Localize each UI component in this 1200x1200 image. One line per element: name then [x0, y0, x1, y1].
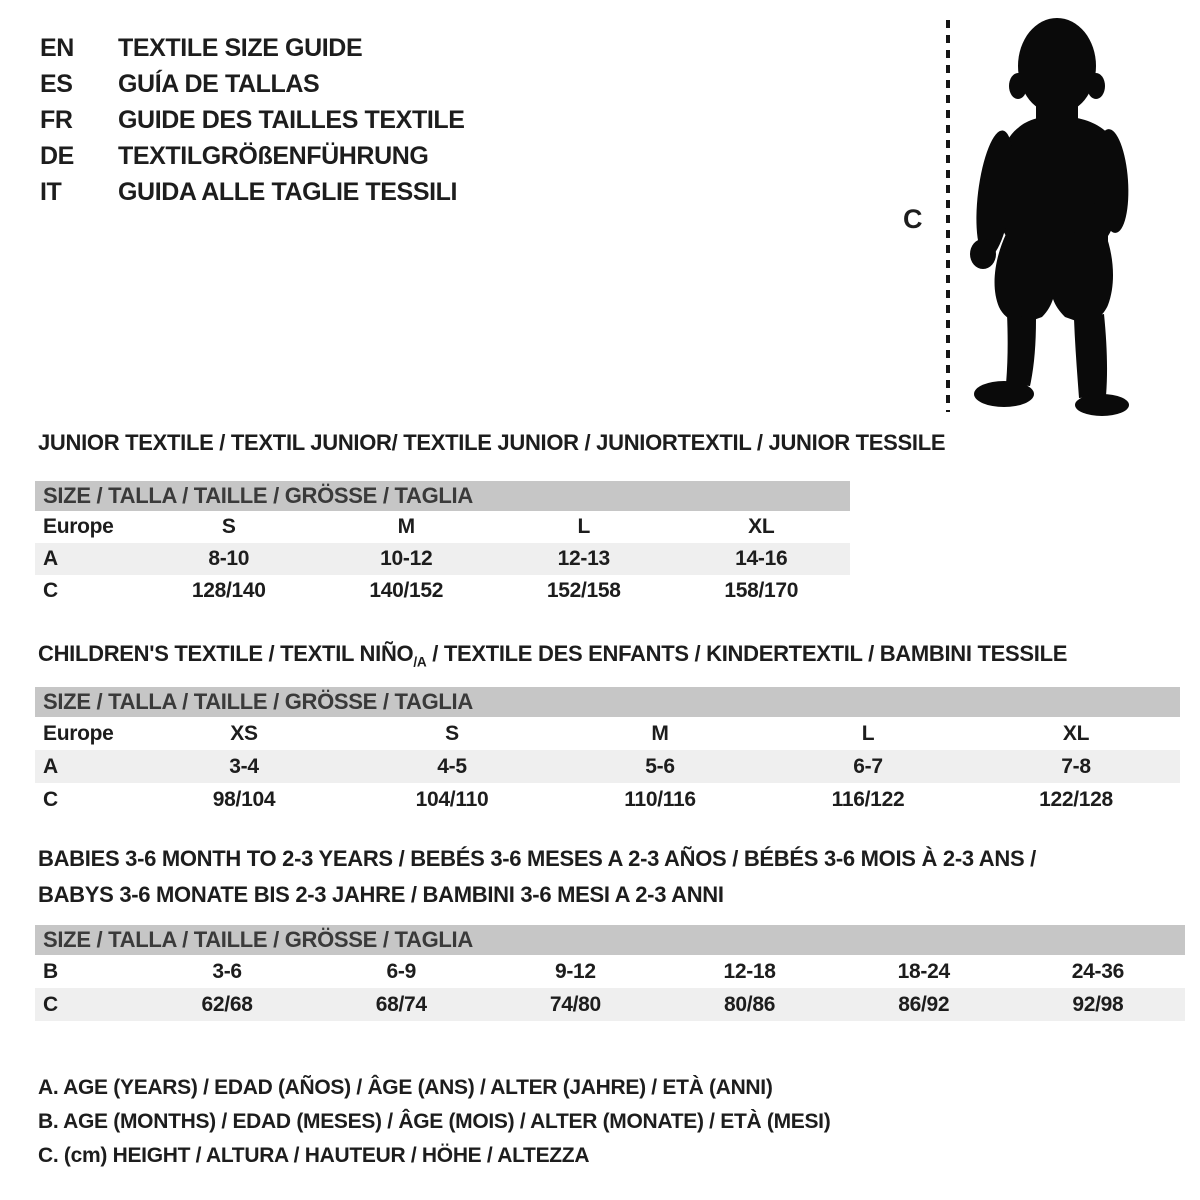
lang-title: GUÍA DE TALLAS [118, 69, 320, 98]
children-title-subscript: /A [413, 654, 427, 670]
babies-size-table [35, 925, 1185, 1021]
lang-row-fr [40, 102, 465, 138]
table-row-height [35, 783, 1180, 816]
row-label: A [43, 754, 58, 778]
value-cell: 98/104 [212, 787, 276, 811]
children-section-title [38, 641, 1067, 669]
value-cell: 8-10 [208, 547, 250, 570]
height-measure-dashed-line [946, 20, 950, 412]
children-size-table [35, 687, 1180, 816]
table-row-height [35, 988, 1185, 1021]
size-cell: XS [230, 721, 258, 745]
value-cell: 12-18 [723, 959, 776, 983]
size-cell: XL [1062, 721, 1090, 745]
value-cell: 10-12 [380, 547, 433, 570]
babies-section-title-line2: BABYS 3-6 MONATE BIS 2-3 JAHRE / BAMBINI 3-6 MESI A 2-3 ANNI [38, 882, 724, 907]
value-cell: 3-4 [229, 754, 259, 778]
lang-code: EN [40, 33, 74, 62]
lang-code: FR [40, 105, 73, 134]
table-row-age-months [35, 955, 1185, 988]
row-label: B [43, 959, 58, 983]
row-label: C [43, 579, 58, 602]
height-measure-label: C [903, 204, 923, 234]
row-label: C [43, 992, 58, 1016]
lang-title: TEXTILGRÖßENFÜHRUNG [118, 141, 429, 170]
language-title-block [40, 30, 465, 210]
footnote-age-months: B. AGE (MONTHS) / EDAD (MESES) / ÂGE (MOIS) / ALTER (MONATE) / ETÀ (MESI) [38, 1110, 831, 1133]
value-cell: 6-7 [853, 754, 883, 778]
value-cell: 158/170 [724, 579, 799, 602]
lang-row-it [40, 174, 465, 210]
value-cell: 24-36 [1071, 959, 1125, 983]
size-cell: XL [748, 515, 775, 538]
table-row-age [35, 750, 1180, 783]
lang-code: ES [40, 69, 73, 98]
value-cell: 110/116 [624, 787, 696, 811]
value-cell: 18-24 [897, 959, 950, 983]
children-title-text: CHILDREN'S TEXTILE / TEXTIL NIÑO [38, 641, 414, 666]
value-cell: 140/152 [369, 579, 444, 602]
value-cell: 7-8 [1061, 754, 1091, 778]
value-cell: 122/128 [1039, 787, 1113, 811]
value-cell: 116/122 [831, 787, 905, 811]
lang-code: DE [40, 141, 74, 170]
value-cell: 4-5 [437, 754, 467, 778]
size-header-band: SIZE / TALLA / TAILLE / GRÖSSE / TAGLIA [35, 925, 1185, 955]
value-cell: 12-13 [557, 547, 610, 570]
size-cell: L [577, 515, 591, 538]
row-label: Europe [43, 721, 114, 745]
value-cell: 74/80 [549, 992, 601, 1016]
value-cell: 86/92 [898, 992, 950, 1016]
lang-title: GUIDE DES TAILLES TEXTILE [118, 105, 465, 134]
row-label: C [43, 787, 58, 811]
size-cell: S [221, 515, 236, 538]
size-cell: L [861, 721, 875, 745]
table-row-europe [35, 717, 1180, 750]
size-cell: M [397, 515, 415, 538]
size-header-band: SIZE / TALLA / TAILLE / GRÖSSE / TAGLIA [35, 481, 850, 511]
table-row-height [35, 575, 850, 607]
junior-section-title: JUNIOR TEXTILE / TEXTIL JUNIOR/ TEXTILE JUNIOR / JUNIORTEXTIL / JUNIOR TESSILE [38, 430, 946, 455]
value-cell: 128/140 [191, 579, 266, 602]
junior-size-table [35, 481, 850, 607]
value-cell: 80/86 [724, 992, 776, 1016]
babies-section-title-line1: BABIES 3-6 MONTH TO 2-3 YEARS / BEBÉS 3-6 MESES A 2-3 AÑOS / BÉBÉS 3-6 MOIS À 2-3 ANS / [38, 846, 1036, 871]
lang-row-en [40, 30, 465, 66]
value-cell: 68/74 [375, 992, 427, 1016]
toddler-silhouette-icon [962, 16, 1142, 416]
size-cell: S [445, 721, 459, 745]
footnote-height-cm: C. (cm) HEIGHT / ALTURA / HAUTEUR / HÖHE / ALTEZZA [38, 1144, 590, 1167]
value-cell: 104/110 [415, 787, 489, 811]
children-title-text: / TEXTILE DES ENFANTS / KINDERTEXTIL / BAMBINI TESSILE [426, 641, 1068, 666]
value-cell: 92/98 [1072, 992, 1124, 1016]
row-label: Europe [43, 515, 114, 538]
row-label: A [43, 547, 58, 570]
lang-title: TEXTILE SIZE GUIDE [118, 33, 363, 62]
value-cell: 152/158 [546, 579, 621, 602]
table-row-europe [35, 511, 850, 543]
value-cell: 62/68 [201, 992, 253, 1016]
value-cell: 14-16 [735, 547, 788, 570]
size-header-band: SIZE / TALLA / TAILLE / GRÖSSE / TAGLIA [35, 687, 1180, 717]
lang-row-es [40, 66, 465, 102]
value-cell: 5-6 [645, 754, 675, 778]
footnote-age-years: A. AGE (YEARS) / EDAD (AÑOS) / ÂGE (ANS) / ALTER (JAHRE) / ETÀ (ANNI) [38, 1076, 773, 1099]
table-row-age [35, 543, 850, 575]
lang-row-de [40, 138, 465, 174]
value-cell: 9-12 [554, 959, 596, 983]
lang-code: IT [40, 177, 62, 206]
value-cell: 3-6 [212, 959, 242, 983]
size-cell: M [651, 721, 669, 745]
value-cell: 6-9 [386, 959, 416, 983]
lang-title: GUIDA ALLE TAGLIE TESSILI [118, 177, 458, 206]
